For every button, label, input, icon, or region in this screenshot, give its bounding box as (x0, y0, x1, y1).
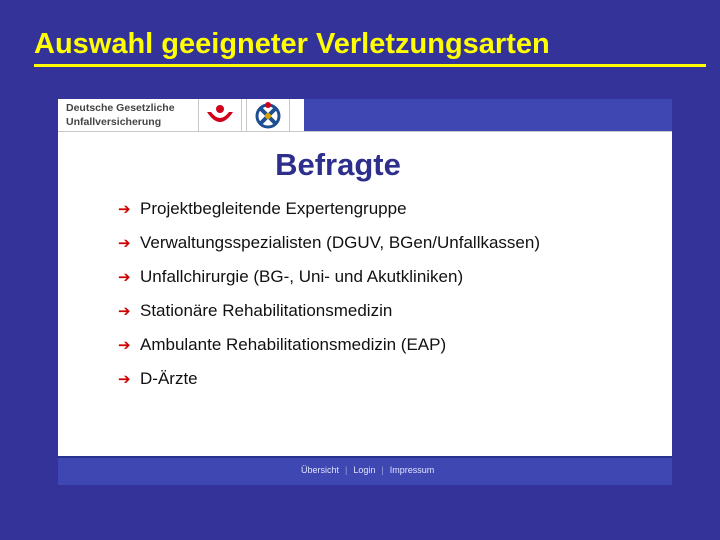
list-item (118, 265, 540, 299)
list-item-text: Unfallchirurgie (BG-, Uni- und Akutkliniken) (140, 267, 464, 286)
list-item-text: D-Ärzte (140, 369, 198, 388)
bullet-arrow-icon: ➔ (118, 201, 131, 218)
respondents-list (118, 197, 540, 401)
list-item (118, 197, 540, 231)
organization-name (66, 101, 198, 129)
list-item (118, 231, 540, 265)
header-band (304, 99, 672, 131)
header-divider (58, 131, 672, 132)
list-item-text: Projektbegleitende Expertengruppe (140, 199, 407, 218)
footer-links (298, 465, 437, 475)
list-item (118, 299, 540, 333)
emblem-logo-cell (246, 99, 290, 131)
footer-link-imprint[interactable]: Impressum (389, 465, 435, 475)
list-item (118, 333, 540, 367)
bullet-arrow-icon: ➔ (118, 235, 131, 252)
bullet-arrow-icon: ➔ (118, 303, 131, 320)
list-item-text: Ambulante Rehabilitationsmedizin (EAP) (140, 335, 447, 354)
footer-link-login[interactable]: Login (353, 465, 376, 475)
org-name-line-1: Deutsche Gesetzliche (66, 102, 175, 114)
footer-link-overview[interactable]: Übersicht (301, 465, 340, 475)
list-item-text: Stationäre Rehabilitationsmedizin (140, 301, 393, 320)
site-header (58, 99, 672, 131)
footer-separator: | (345, 465, 348, 475)
slide-title: Auswahl geeigneter Verletzungsarten (34, 28, 550, 60)
dguv-logo-cell (198, 99, 242, 131)
org-name-line-2: Unfallversicherung (66, 116, 162, 128)
blue-cross-emblem-icon (252, 100, 284, 130)
bullet-arrow-icon: ➔ (118, 337, 131, 354)
site-footer (58, 456, 672, 485)
title-underline (34, 64, 706, 67)
website-frame (58, 99, 672, 485)
list-item-text: Verwaltungsspezialisten (DGUV, BGen/Unfallkassen) (140, 233, 541, 252)
list-item (118, 367, 540, 401)
bullet-arrow-icon: ➔ (118, 269, 131, 286)
bullet-arrow-icon: ➔ (118, 371, 131, 388)
content-heading: Befragte (275, 147, 401, 182)
footer-separator: | (381, 465, 384, 475)
dguv-red-logo-icon (204, 100, 236, 130)
